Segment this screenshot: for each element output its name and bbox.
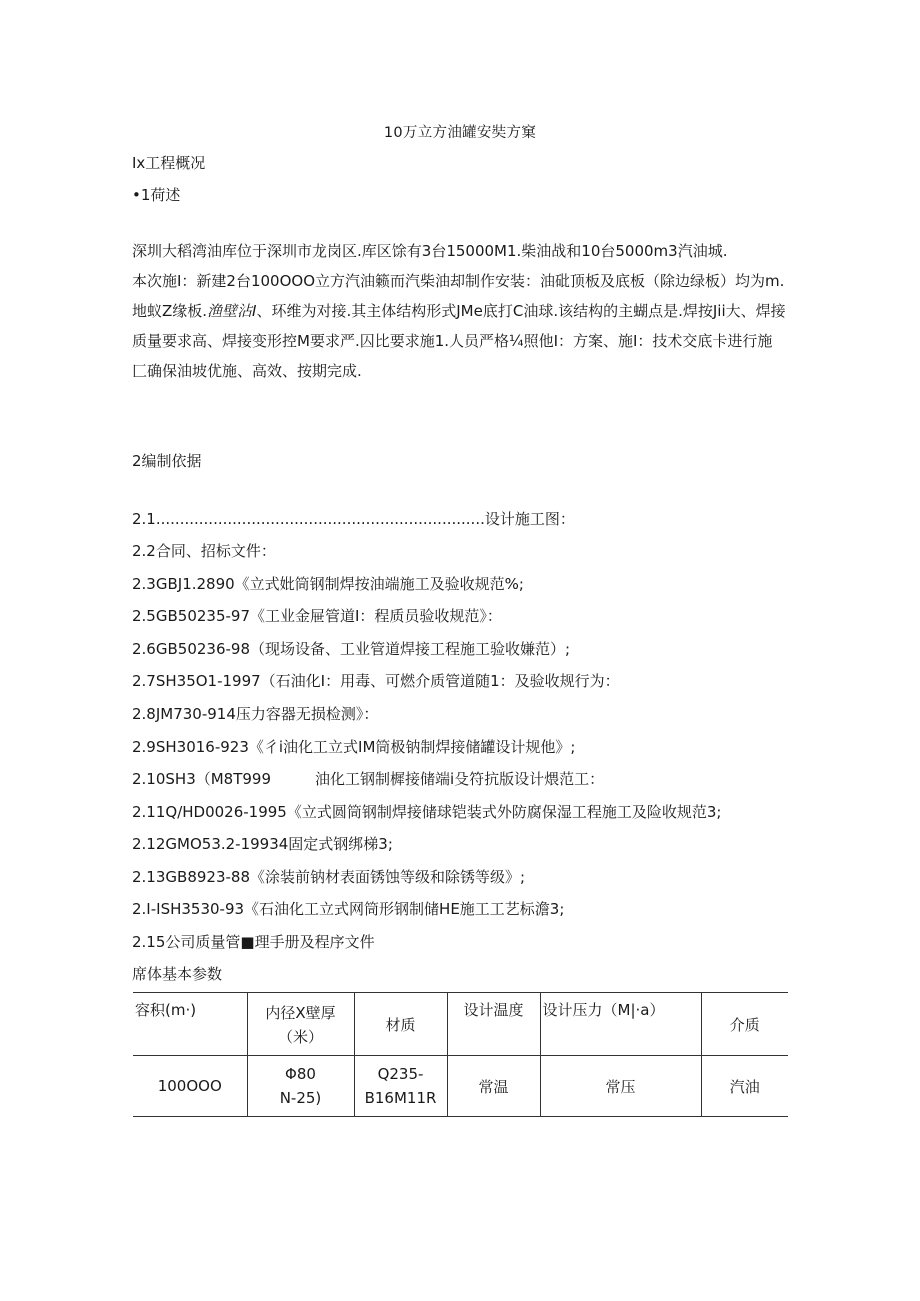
header-material: 材质 [354, 993, 447, 1056]
basis-item: 2.12GMO53.2-19934固定式钢绑梯3; [132, 835, 393, 853]
italic-fragment: 渔壁沾I [207, 302, 257, 320]
basis-item: 2.7SH35O1-1997（石油化I：用毒、可燃介质管道随1：及验收规行为： [132, 672, 620, 690]
tank-parameters-table [133, 992, 788, 1117]
table-row [133, 1056, 788, 1117]
table-caption: 席体基本参数 [132, 965, 223, 983]
section-heading-basis: 2编制依据 [132, 452, 202, 470]
header-design-temperature: 设计温度 [447, 993, 540, 1056]
basis-item: 2.8JM730-914压力容器无损检测》： [132, 705, 379, 723]
overview-paragraph [132, 236, 802, 386]
cell-medium: 汽油 [701, 1056, 788, 1117]
basis-item: 2.5GB50235-97《工业金屉管道I：程质员验收规范》： [132, 607, 502, 625]
header-diameter-thickness: 内径X壁厚 （米） [247, 993, 354, 1056]
basis-item: 2.10SH3（M8T999 [132, 770, 272, 788]
basis-item: 2.I-ISH3530-93《石油化工立式网筒形钢制储HE施工工艺标澹3; [132, 900, 565, 918]
section-heading-overview: Ix工程概况 [132, 154, 206, 172]
cell-diameter-thickness: Φ80 N-25) [247, 1056, 354, 1117]
basis-item: 2.9SH3016-923《彳i油化工立式IM筒极钠制焊接储罐设计规他》; [132, 738, 576, 756]
document-title: 10万立方油罐安奘方窠 [383, 125, 537, 141]
basis-item: 2.3GBJ1.2890《立式妣筒钢制焊按油端施工及验收规范%; [132, 575, 524, 593]
basis-item: 2.15公司质量管■理手册及程序文件 [132, 933, 375, 951]
header-capacity: 容积(m·) [133, 993, 247, 1056]
subsection-heading-description: •1荷述 [132, 186, 181, 204]
cell-design-pressure: 常压 [540, 1056, 701, 1117]
paragraph-line: 地蚁Z缘板.渔壁沾I、环维为对接.其主体结构形式JMe底打C油球.该结构的主蝴点是.焊按Jii大、焊接 [132, 302, 786, 320]
paragraph-line: 质量要求高、焊接变形控M要求严.囚比要求施1.人员严格¼照他I：方案、施I：技术交底卡进行施 [132, 332, 773, 350]
basis-item: 2.6GB50236-98（现场设备、工业管道焊接工程施工验收嫌范）; [132, 640, 571, 658]
basis-item: 2.2合同、招标文件： [132, 542, 276, 560]
basis-item-continuation: 油化工钢制樨接储端i殳符抗版设计煨范工： [315, 770, 605, 788]
paragraph-line: 匚确保油坡优施、高效、按期完成. [132, 362, 362, 380]
cell-design-temperature: 常温 [447, 1056, 540, 1117]
cell-material: Q235- B16M11R [354, 1056, 447, 1117]
paragraph-line: 本次施I：新建2台100OOO立方汽油籁而汽柴油却制作安装：油砒顶板及底板（除边绿板）均为m. [132, 272, 785, 290]
cell-capacity: 100OOO [133, 1056, 247, 1117]
paragraph-line: 深圳大稻湾油库位于深圳市龙岗区.库区馀有3台15000M1.柴油战和10台5000m3汽油城. [132, 242, 728, 260]
table-header-row [133, 993, 788, 1056]
basis-item: 2.13GB8923-88《涂装前钠材表面锈蚀等级和除锈等级》; [132, 868, 526, 886]
header-medium: 介质 [701, 993, 788, 1056]
header-design-pressure: 设计压力（M|·a） [540, 993, 701, 1056]
basis-item: 2.1.....................................................................设计施工图： [132, 510, 575, 528]
basis-item: 2.11Q/HD0026-1995《立式圆筒钢制焊接储球铠装式外防腐保湿工程施工及险收规范3; [132, 803, 722, 821]
